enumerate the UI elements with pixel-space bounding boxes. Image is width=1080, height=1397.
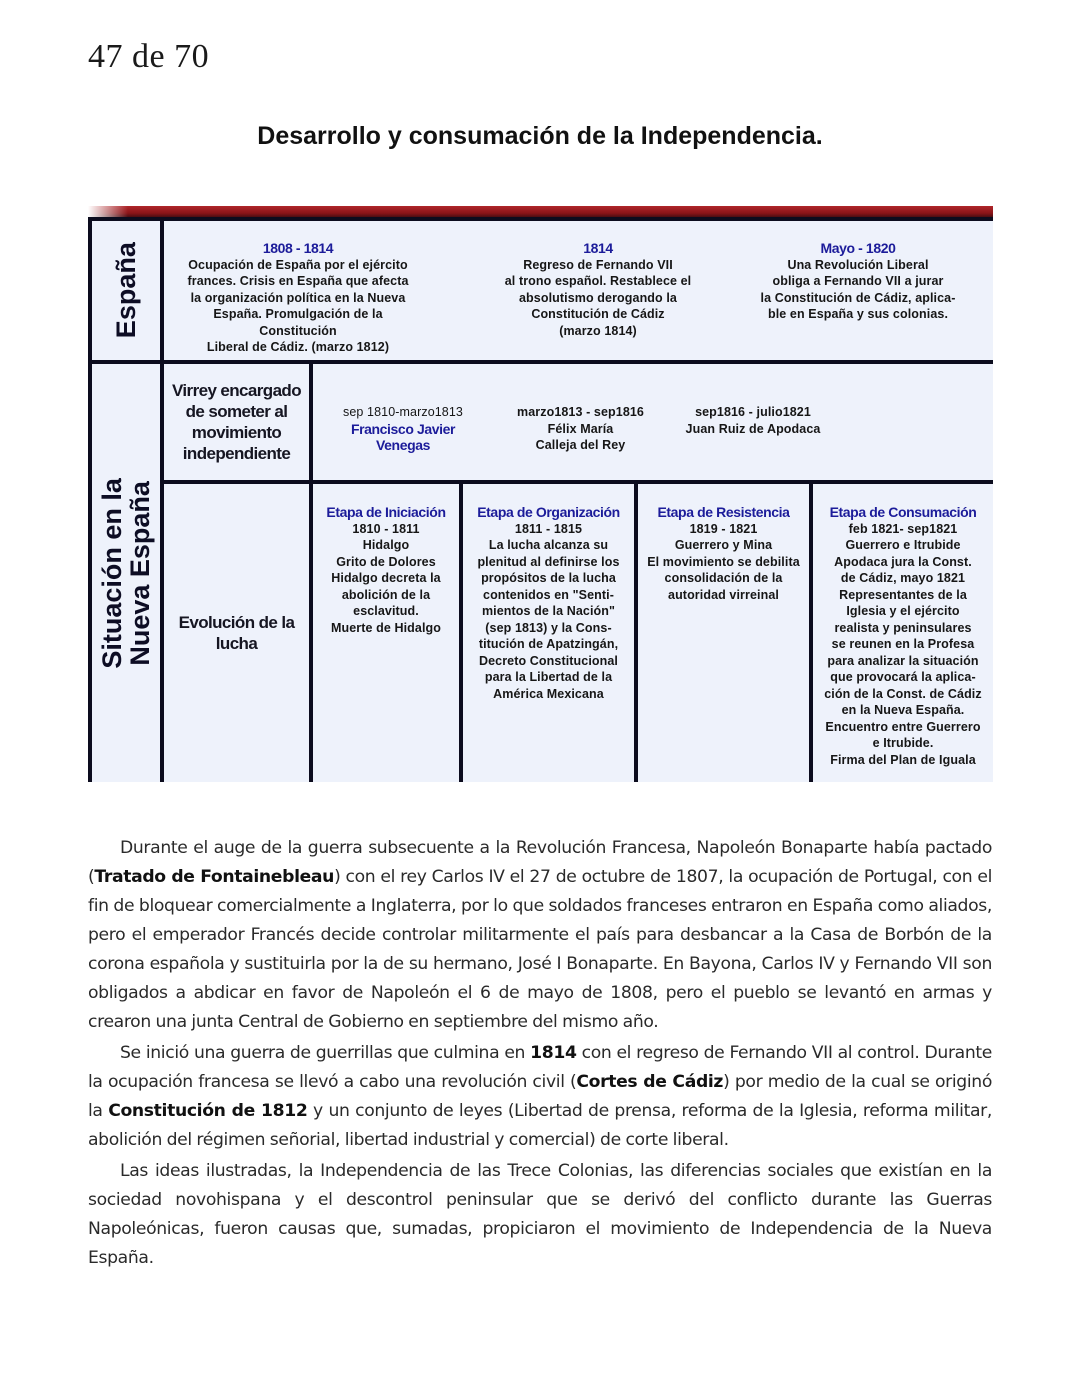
text-line: Constitución de Cádiz (531, 307, 665, 321)
text-line: contenidos en "Senti- (483, 587, 614, 602)
stage-title: Etapa de Resistencia (657, 504, 790, 520)
side-label-situacion-text (98, 478, 155, 669)
virrey-entry-venegas (323, 404, 483, 454)
text-line: Representantes de la (839, 587, 967, 602)
text-line: Muerte de Hidalgo (330, 620, 442, 635)
virrey-name: Juan Ruiz de Apodaca (685, 421, 821, 436)
text-line: realista y peninsulares (834, 620, 972, 635)
text-line: e Itrubide. (872, 736, 934, 750)
text-run: y un conjunto de leyes (Libertad de prensa, reforma de la Iglesia, reforma militar, abolición del régimen señorial, libertad industrial y comercial) de corte liberal. (88, 1101, 992, 1150)
period-heading: 1814 (583, 240, 613, 256)
text-line: de Cádiz, mayo 1821 (840, 571, 966, 585)
text-line: al trono español. Restablece el (504, 274, 692, 288)
text-line: en la Nueva España. (841, 703, 965, 717)
text-line: titución de Apatzingán, (478, 637, 619, 651)
grid-line (88, 217, 993, 221)
virrey-dates: sep1816 - julio1821 (695, 405, 811, 419)
text-line: mientos de la Nación" (481, 604, 616, 618)
text-line: Guerrero e Itrubide (845, 538, 961, 552)
text-line: frances. Crisis en España que afecta (187, 274, 409, 288)
espana-period-1814 (488, 240, 708, 339)
period-heading: Mayo - 1820 (820, 240, 896, 256)
text-line: (sep 1813) y la Cons- (485, 620, 612, 635)
stage-iniciacion (313, 504, 459, 636)
text-line: Guerrero y Mina (674, 538, 773, 552)
text-run: con el regreso de Fernando VII al control. Durante la ocupación francesa se llevó a cabo una revolución civil ( (88, 1043, 992, 1092)
paragraph (88, 834, 992, 1037)
text-line: Encuentro entre Guerrero (825, 719, 981, 734)
text-line: que provocará la aplica- (830, 670, 976, 684)
text-line: América Mexicana (493, 686, 604, 701)
period-heading: 1808 - 1814 (262, 240, 334, 256)
paragraph (88, 1039, 992, 1155)
text-line: 1819 - 1821 (689, 521, 758, 536)
page-number: 47 de 70 (88, 38, 210, 75)
virrey-row-header (164, 364, 309, 480)
text-line: movimiento (191, 423, 282, 442)
text-line: la organización política en la Nueva (190, 290, 406, 305)
text-line: Decreto Constitucional (478, 653, 619, 668)
text-line: para analizar la situación (827, 653, 979, 668)
text-line: Hidalgo decreta la (331, 571, 441, 585)
text-line: Evolución de la (178, 613, 295, 632)
independence-timeline-table (88, 206, 993, 782)
stage-resistencia (638, 504, 809, 603)
text-line: obliga a Fernando VII a jurar (772, 274, 944, 288)
text-line: abolición de la (341, 587, 431, 602)
virrey-name: Francisco Javier (350, 420, 456, 437)
side-label-line: Situación en la (96, 477, 127, 669)
text-line: esclavitud. (353, 604, 419, 618)
document-title: Desarrollo y consumación de la Independencia. (257, 122, 823, 150)
text-line: La lucha alcanza su (488, 538, 609, 552)
stage-organizacion (463, 504, 634, 702)
evolucion-row-header (164, 484, 309, 782)
text-line: Liberal de Cádiz. (marzo 1812) (206, 340, 390, 354)
text-line: Grito de Dolores (336, 554, 436, 569)
text-run: ) por medio de la cual se originó la (88, 1072, 992, 1121)
text-run: Se inició una guerra de guerrillas que culmina en (120, 1043, 531, 1063)
text-line: de someter al (185, 402, 288, 421)
virrey-name: Calleja del Rey (535, 438, 626, 452)
side-label-line: Nueva España (125, 480, 156, 666)
text-line: para la Libertad de la (484, 670, 613, 684)
text-line: propósitos de la lucha (481, 571, 616, 585)
bold-term: 1814 (530, 1043, 577, 1063)
text-line: (marzo 1814) (559, 323, 637, 338)
text-line: Virrey encargado (172, 381, 301, 400)
stage-title: Etapa de Organización (477, 504, 620, 520)
side-label-situacion (92, 364, 160, 782)
text-line: ble en España y sus colonias. (767, 307, 949, 321)
text-run: ) con el rey Carlos IV el 27 de octubre de 1807, la ocupación de Portugal, con el fin de bloquear comercialmente a Inglaterra, por lo que soldados franceses entraron en España como aliados, pero el emperador Francés decide controlar militarmente el país para desbancar a la Casa de Borbón de la corona española y sustituirla por la de su hermano, José I Bonaparte. En Bayona, Carlos IV y Fernando VII son obligados a abdicar en favor de Napoleón el 6 de mayo de 1808, pero el pueblo se levantó en armas y crearon una junta Central de Gobierno en septiembre del mismo año. (88, 867, 992, 1032)
text-line: Apodaca jura la Const. (834, 554, 972, 569)
text-line: feb 1821- sep1821 (848, 521, 958, 536)
text-line: 1811 - 1815 (514, 521, 583, 536)
text-line: lucha (215, 634, 258, 653)
text-line: Hidalgo (362, 538, 410, 552)
text-run: Las ideas ilustradas, la Independencia de las Trece Colonias, las diferencias sociales que existían en la sociedad novohispana y el descontrol peninsular que se derivó del conflicto durante las Guerras Napoleónicas, fueron causas que, sumadas, propiciaron el movimiento de Independencia de la Nueva España. (88, 1161, 992, 1268)
bold-term: Tratado de Fontainebleau (94, 867, 335, 887)
text-line: absolutismo derogando la (519, 290, 677, 305)
stage-title: Etapa de Iniciación (326, 504, 446, 520)
virrey-name: Venegas (375, 437, 430, 453)
virrey-dates: sep 1810-marzo1813 (343, 405, 463, 419)
espana-period-1820 (748, 240, 968, 323)
text-line: España. Promulgación de la Constitución (213, 307, 383, 338)
text-line: autoridad virreinal (668, 587, 779, 602)
body-text (88, 834, 992, 1275)
virrey-dates: marzo1813 - sep1816 (517, 405, 644, 419)
virrey-name: Félix María (547, 421, 614, 436)
text-line: El movimiento se debilita (647, 554, 800, 569)
espana-period-1808 (178, 240, 418, 356)
stage-consumacion (813, 504, 993, 768)
bold-term: Cortes de Cádiz (576, 1072, 724, 1092)
side-label-espana-text: España (110, 242, 141, 339)
virrey-entry-calleja (498, 404, 663, 454)
text-line: 1810 - 1811 (352, 521, 420, 536)
side-label-espana (92, 221, 160, 360)
text-line: independiente (182, 444, 291, 463)
text-line: Firma del Plan de Iguala (830, 752, 976, 767)
text-line: plenitud al definirse los (477, 554, 620, 569)
text-line: la Constitución de Cádiz, aplica- (760, 290, 956, 305)
text-line: Iglesia y el ejército (846, 604, 960, 618)
text-line: Regreso de Fernando VII (523, 257, 673, 272)
text-line: ción de la Const. de Cádiz (824, 686, 982, 701)
virrey-entry-apodaca (673, 404, 833, 437)
text-run: Durante el auge de la guerra subsecuente a la Revolución Francesa, Napoleón Bonaparte había pactado ( (88, 838, 992, 887)
text-line: Una Revolución Liberal (787, 257, 929, 272)
bold-term: Constitución de 1812 (108, 1101, 308, 1121)
text-line: consolidación de la (664, 571, 783, 585)
stage-title: Etapa de Consumación (829, 504, 977, 520)
text-line: Ocupación de España por el ejército (188, 257, 408, 272)
paragraph (88, 1157, 992, 1273)
text-line: se reunen en la Profesa (831, 637, 975, 651)
